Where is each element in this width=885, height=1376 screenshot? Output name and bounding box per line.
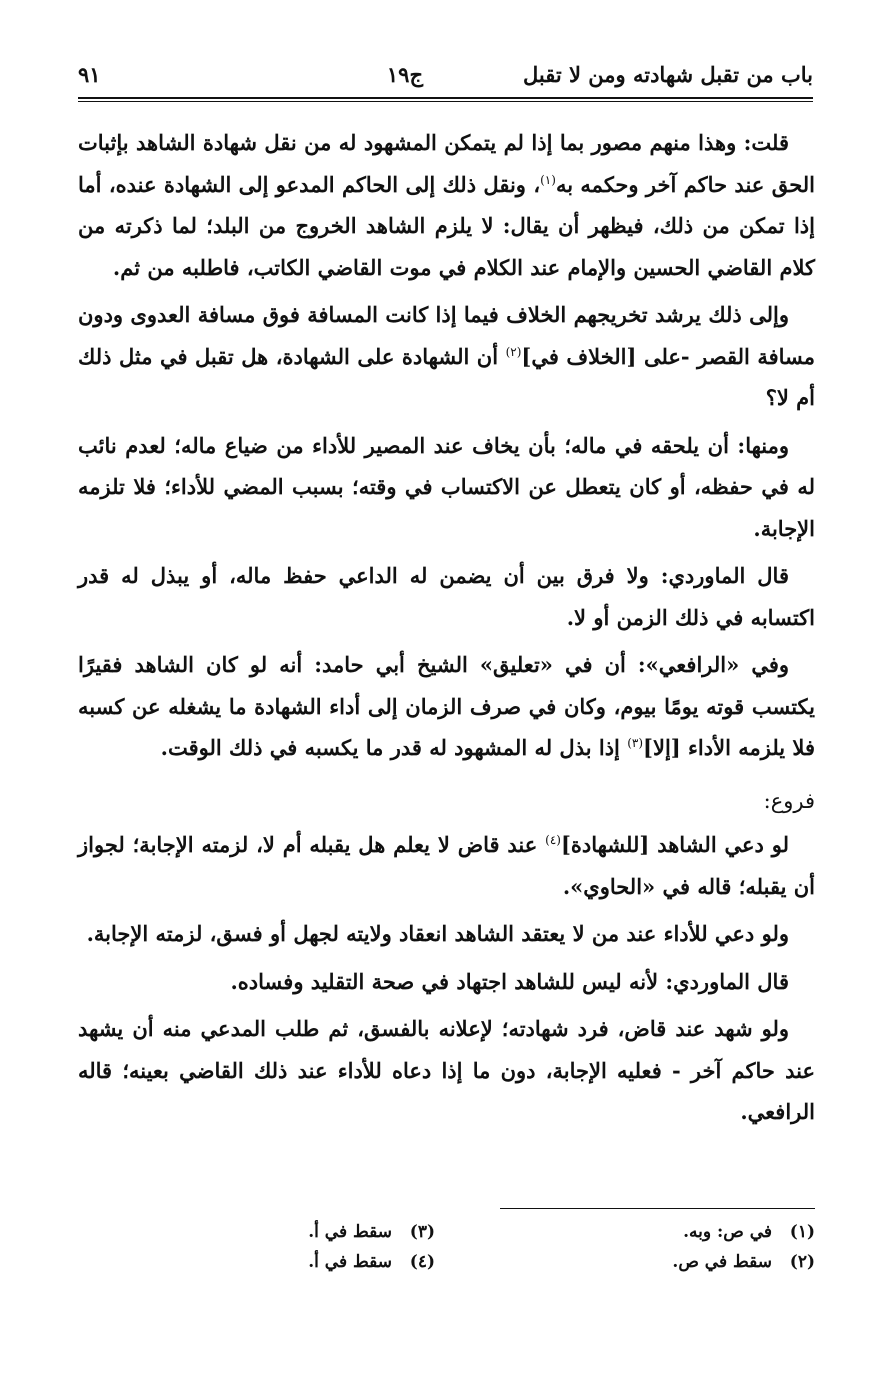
paragraph: ولو شهد عند قاض، فرد شهادته؛ لإعلانه بالفسق، ثم طلب المدعي منه أن يشهد عند حاكم آخر - فعليه الإجابة، دون ما إذا دعاه للأداء عند ذلك القاضي بعينه؛ قاله الرافعي. <box>78 1016 815 1124</box>
footnote <box>308 1252 435 1272</box>
header-rule <box>78 97 813 99</box>
footnote-ref[interactable]: (١) <box>540 172 556 187</box>
paragraph: قلت: وهذا منهم مصور بما إذا لم يتمكن المشهود له من نقل شهادة الشاهد بإثبات الحق عند حاكم آخر وحكمه به$^{(١)}$، ونقل ذلك إلى الحاكم المدعو إلى الشهادة عنده، أما إذا تمكن من ذلك، فيظهر أن يقال: لا يلزم الشاهد الخروج من البلد؛ لما ذكرته من كلام القاضي الحسين والإمام عند الكلام في موت القاضي الكاتب، فاطلبه من ثم. <box>78 130 815 280</box>
paragraph: قال الماوردي: لأنه ليس للشاهد اجتهاد في صحة التقليد وفساده. <box>230 968 789 994</box>
footnote-text: سقط في ص. <box>672 1252 772 1272</box>
footnote-ref[interactable]: (٤) <box>545 833 561 847</box>
footnote-number: (٣) <box>409 1222 435 1242</box>
header-rule-thin <box>78 101 813 102</box>
paragraph: لو دعي الشاهد [للشهادة]$^{(٤)}$ عند قاض لا يعلم هل يقبله أم لا، لزمته الإجابة؛ لجواز أن يقبله؛ قاله في «الحاوي». <box>78 832 815 899</box>
footnote-number: (٤) <box>409 1252 435 1272</box>
paragraph: وفي «الرافعي»: أن في «تعليق» الشيخ أبي حامد: أنه لو كان الشاهد فقيرًا يكتسب قوته يومًا بيوم، وكان في صرف الزمان إلى أداء الشهادة ما يشغله عن كسبه فلا يلزمه الأداء [إلا]$^{(٣)}$ إذا بذل له المشهود له قدر ما يكسبه في ذلك الوقت. <box>78 652 815 760</box>
page-number: ٩١ <box>78 62 101 87</box>
paragraph: قال الماوردي: ولا فرق بين أن يضمن له الداعي حفظ ماله، أو يبذل له قدر اكتسابه في ذلك الزمن أو لا. <box>78 563 815 630</box>
footnote <box>308 1222 435 1242</box>
running-header <box>78 58 813 98</box>
volume-number: ج١٩ <box>386 62 423 87</box>
paragraph: ومنها: أن يلحقه في ماله؛ بأن يخاف عند المصير للأداء من ضياع ماله؛ لعدم نائب له في حفظه، أو كان يتعطل عن الاكتساب في وقته؛ بسبب المضي للأداء؛ فلا تلزمه الإجابة. <box>78 432 815 541</box>
footnote-ref[interactable]: (٢) <box>505 344 522 359</box>
footnote-text: سقط في أ. <box>308 1222 392 1242</box>
chapter-title: باب من تقبل شهادته ومن لا تقبل <box>522 62 813 87</box>
footnote-ref[interactable]: (٣) <box>627 736 644 750</box>
footnote <box>672 1252 815 1272</box>
main-text <box>78 122 815 1139</box>
section-heading: فروع: <box>763 788 815 813</box>
paragraph: ولو دعي للأداء عند من لا يعتقد الشاهد انعقاد ولايته لجهل أو فسق، لزمته الإجابة. <box>86 921 789 946</box>
footnote-rule <box>500 1208 815 1209</box>
footnote-text: في ص: وبه. <box>683 1222 772 1242</box>
footnote-number: (٢) <box>789 1252 815 1272</box>
paragraph: وإلى ذلك يرشد تخريجهم الخلاف فيما إذا كانت المسافة فوق مسافة العدوى ودون مسافة القصر -على [الخلاف في]$^{(٢)}$ أن الشهادة على الشهادة، هل تقبل في مثل ذلك أم لا؟ <box>78 302 815 410</box>
footnote <box>683 1222 815 1242</box>
footnote-text: سقط في أ. <box>308 1252 392 1272</box>
footnote-number: (١) <box>789 1222 815 1242</box>
